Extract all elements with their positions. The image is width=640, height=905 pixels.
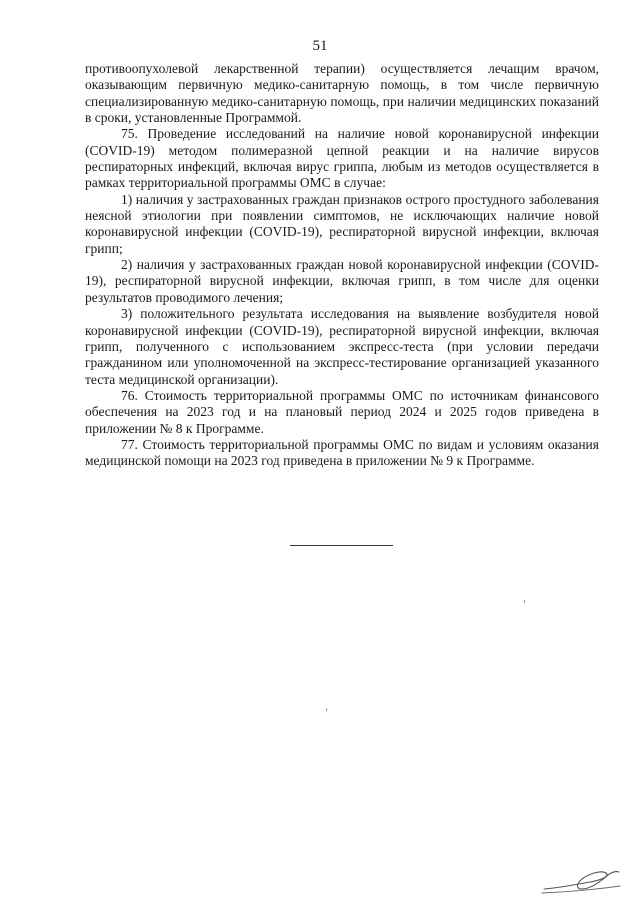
page-number: 51 bbox=[312, 38, 328, 54]
paragraph-subitem-3: 3) положительного результата исследования на выявление возбудителя новой коронавирусной инфекции (COVID-19), респираторной вирусной инфекции, включая грипп, полученного с использованием экспресс-теста (при условии передачи гражданином или уполномоченной на экспресс-тестирование организацией указанного теста медицинской организации). bbox=[85, 306, 599, 387]
scan-speck bbox=[524, 600, 525, 603]
signature-mark bbox=[540, 862, 622, 898]
end-of-text-rule bbox=[290, 545, 393, 546]
paragraph-subitem-1: 1) наличия у застрахованных граждан признаков острого простудного заболевания неясной этиологии при появлении симптомов, не исключающих наличие новой коронавирусной инфекции (COVID-19), респираторной вирусной инфекции, включая грипп; bbox=[85, 191, 599, 256]
paragraph-item-75: 75. Проведение исследований на наличие новой коронавирусной инфекции (COVID-19) методом полимеразной цепной реакции и на наличие вирусов респираторных инфекций, включая вирус гриппа, любым из методов осуществляется в рамках территориальной программы ОМС в случае: bbox=[85, 126, 599, 191]
scan-speck bbox=[326, 708, 327, 711]
paragraph-item-77: 77. Стоимость территориальной программы ОМС по видам и условиям оказания медицинской помощи на 2023 год приведена в приложении № 9 к Программе. bbox=[85, 436, 599, 469]
paragraph-subitem-2: 2) наличия у застрахованных граждан новой коронавирусной инфекции (COVID-19), респираторной вирусной инфекции, включая грипп, в том числе для оценки результатов проводимого лечения; bbox=[85, 257, 599, 305]
paragraph-item-76: 76. Стоимость территориальной программы ОМС по источникам финансового обеспечения на 2023 год и на плановый период 2024 и 2025 годов приведена в приложении № 8 к Программе. bbox=[85, 387, 599, 436]
document-body bbox=[85, 61, 599, 470]
paragraph-continuation: противоопухолевой лекарственной терапии) осуществляется лечащим врачом, оказывающим первичную медико-санитарную помощь, в том числе первичную специализированную медико-санитарную помощь, при наличии медицинских показаний в сроки, установленные Программой. bbox=[85, 61, 599, 126]
